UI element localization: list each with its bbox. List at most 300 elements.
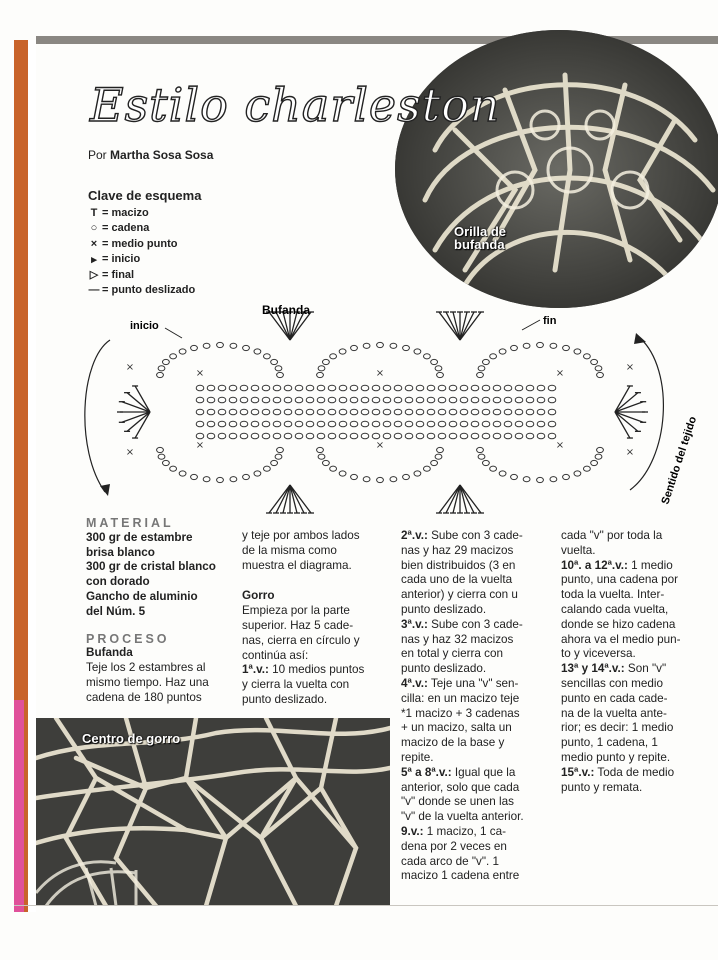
chain-stitch-mark <box>328 385 336 391</box>
chain-stitch-mark <box>339 409 347 415</box>
chain-stitch-mark <box>229 385 237 391</box>
text-column-3 <box>401 529 557 884</box>
chain-stitch-mark <box>229 397 237 403</box>
chain-stitch-mark <box>295 421 303 427</box>
chain-stitch-mark <box>427 409 435 415</box>
round-line: rior; es decir: 1 medio <box>561 721 674 735</box>
material-line: brisa blanco <box>86 545 155 559</box>
chain-stitch-mark <box>550 343 557 348</box>
chain-stitch-mark <box>251 433 259 439</box>
chain-stitch-mark <box>515 397 523 403</box>
round-line: + un macizo, salta un <box>401 721 512 735</box>
chain-stitch-mark <box>328 421 336 427</box>
chain-stitch-mark <box>306 397 314 403</box>
chain-stitch-mark <box>595 366 602 371</box>
chain-stitch-mark <box>523 343 530 348</box>
round-line: dena por 2 veces en <box>401 839 507 853</box>
chain-stitch-mark <box>339 397 347 403</box>
chain-stitch-mark <box>438 397 446 403</box>
scarf-edge-photo <box>395 30 718 308</box>
chain-stitch-mark <box>191 474 198 479</box>
chain-stitch-mark <box>179 349 186 354</box>
chain-stitch-mark <box>405 421 413 427</box>
chain-stitch-mark <box>427 397 435 403</box>
chain-stitch-mark <box>306 409 314 415</box>
chain-stitch-mark <box>328 433 336 439</box>
col2-line: y teje por ambos lados <box>242 529 360 542</box>
hat-center-photo <box>36 718 390 906</box>
round-line: 3ª.v.: Sube con 3 cade- <box>401 617 523 631</box>
macizo-stitch-mark <box>122 402 150 412</box>
chain-stitch-mark <box>317 447 324 452</box>
chain-stitch-mark <box>537 385 545 391</box>
chain-stitch-mark <box>493 409 501 415</box>
chain-stitch-mark <box>403 474 410 479</box>
chain-stitch-mark <box>460 409 468 415</box>
material-line: con dorado <box>86 575 150 589</box>
chain-stitch-mark <box>416 397 424 403</box>
chain-stitch-mark <box>537 397 545 403</box>
round-line: cilla: en un macizo teje <box>401 691 520 705</box>
round-line: *1 macizo + 3 cadenas <box>401 706 520 720</box>
chain-stitch-mark <box>493 397 501 403</box>
chain-stitch-mark <box>317 385 325 391</box>
chain-stitch-mark <box>574 349 581 354</box>
chain-stitch-mark <box>471 421 479 427</box>
chain-stitch-mark <box>264 354 271 359</box>
chain-stitch-mark <box>229 421 237 427</box>
chain-stitch-mark <box>431 460 438 465</box>
chain-stitch-mark <box>595 454 602 459</box>
chain-stitch-mark <box>477 372 484 377</box>
chain-stitch-mark <box>478 366 485 371</box>
macizo-stitch-mark <box>276 485 290 513</box>
chain-stitch-mark <box>478 454 485 459</box>
chain-stitch-mark <box>295 397 303 403</box>
macizo-stitch-mark <box>460 312 474 340</box>
material-line: Gancho de aluminio <box>86 589 198 603</box>
chain-stitch-mark <box>318 366 325 371</box>
chain-stitch-mark <box>499 349 506 354</box>
round-line: ahora va el medio pun- <box>561 632 681 646</box>
chain-stitch-mark <box>438 433 446 439</box>
macizo-stitch-mark <box>615 412 638 431</box>
round-line: punto en cada cade- <box>561 691 668 705</box>
col2-line: muestra el diagrama. <box>242 558 352 572</box>
chain-stitch-mark <box>405 409 413 415</box>
round-line: sencillas con medio <box>561 676 663 690</box>
author-line <box>88 148 213 162</box>
chain-stitch-mark <box>405 385 413 391</box>
chain-stitch-mark <box>482 433 490 439</box>
chain-stitch-mark <box>424 466 431 471</box>
chain-stitch-mark <box>438 409 446 415</box>
chain-stitch-mark <box>372 397 380 403</box>
scarf-edge-photo-label: Orilla de bufanda <box>454 224 507 252</box>
page-title: Estilo charleston <box>90 78 501 132</box>
round-line: punto, una cadena por <box>561 573 678 587</box>
macizo-stitch-mark <box>615 386 630 412</box>
chain-stitch-mark <box>460 421 468 427</box>
chain-stitch-mark <box>435 366 442 371</box>
chain-stitch-mark <box>254 471 261 476</box>
round-1-line: 1ª.v.: 10 medios puntos <box>242 663 365 677</box>
chain-stitch-mark <box>504 397 512 403</box>
gorro-line: Empieza por la parte <box>242 604 350 618</box>
chain-stitch-mark <box>323 460 330 465</box>
legend-item <box>86 205 195 221</box>
round-label: 2ª.v.: <box>401 529 428 542</box>
chain-stitch-mark <box>229 433 237 439</box>
chain-stitch-mark <box>460 397 468 403</box>
material-header: MATERIAL <box>86 516 174 530</box>
chain-stitch-mark <box>537 433 545 439</box>
chain-stitch-mark <box>515 433 523 439</box>
chain-stitch-mark <box>537 409 545 415</box>
col2-line: de la misma como <box>242 543 337 557</box>
round-line: calando cada vuelta, <box>561 602 669 616</box>
chain-stitch-mark <box>230 477 237 482</box>
chain-stitch-mark <box>207 397 215 403</box>
chain-stitch-mark <box>504 421 512 427</box>
round-line: anterior, solo que cada <box>401 780 520 794</box>
chain-stitch-mark <box>323 359 330 364</box>
round-line: to y viceversa. <box>561 647 636 661</box>
chain-stitch-mark <box>339 349 346 354</box>
chain-stitch-mark <box>318 454 325 459</box>
chain-stitch-mark <box>550 477 557 482</box>
round-label: 4ª.v.: <box>401 676 428 690</box>
chain-stitch-mark <box>482 421 490 427</box>
chain-stitch-mark <box>383 433 391 439</box>
chain-stitch-mark <box>361 385 369 391</box>
final-icon: ▷ <box>89 269 99 282</box>
scarf-diagram <box>0 300 718 520</box>
chain-stitch-mark <box>383 385 391 391</box>
chain-stitch-mark <box>361 421 369 427</box>
macizo-stitch-mark <box>615 402 643 412</box>
chain-stitch-mark <box>363 477 370 482</box>
start-pointer-line <box>165 328 182 338</box>
chain-stitch-mark <box>262 421 270 427</box>
round-1-label: 1ª.v.: <box>242 663 269 677</box>
chain-stitch-mark <box>157 372 164 377</box>
round-line: punto deslizado. <box>401 602 487 616</box>
chain-stitch-mark <box>405 397 413 403</box>
medio-punto-mark: × <box>625 447 635 458</box>
legend-label: = inicio <box>102 253 141 266</box>
chain-stitch-mark <box>449 421 457 427</box>
chain-stitch-mark <box>351 345 358 350</box>
chain-stitch-mark <box>490 466 497 471</box>
legend-label: = cadena <box>102 222 150 235</box>
material-line: 300 gr de estambre <box>86 530 193 544</box>
chain-stitch-mark <box>471 397 479 403</box>
chain-stitch-mark <box>361 433 369 439</box>
col4-line: cada "v" por toda la <box>561 529 663 542</box>
chain-stitch-mark <box>251 409 259 415</box>
chain-stitch-mark <box>548 421 556 427</box>
chain-stitch-mark <box>416 409 424 415</box>
chain-stitch-mark <box>523 477 530 482</box>
chain-stitch-mark <box>431 359 438 364</box>
chain-stitch-mark <box>515 421 523 427</box>
chain-stitch-mark <box>363 343 370 348</box>
legend-item <box>86 283 195 299</box>
chain-stitch-mark <box>449 385 457 391</box>
macizo-stitch-mark <box>446 312 460 340</box>
text-column-2 <box>242 529 394 708</box>
direction-arrow-right <box>630 338 663 490</box>
chain-stitch-mark <box>526 397 534 403</box>
chain-stitch-mark <box>207 409 215 415</box>
chain-stitch-mark <box>563 474 570 479</box>
col4-line: vuelta. <box>561 543 596 557</box>
chain-stitch-mark <box>526 433 534 439</box>
chain-stitch-mark <box>251 421 259 427</box>
round-line: cada uno de la vuelta <box>401 573 513 587</box>
medio-punto-mark: × <box>125 447 135 458</box>
chain-stitch-mark <box>416 421 424 427</box>
gorro-line: continúa así: <box>242 648 309 662</box>
chain-stitch-mark <box>240 397 248 403</box>
author-prefix: Por <box>88 148 107 162</box>
chain-stitch-mark <box>273 409 281 415</box>
chain-stitch-mark <box>372 385 380 391</box>
chain-stitch-mark <box>394 421 402 427</box>
round-line: na de la vuelta ante- <box>561 706 667 720</box>
chain-stitch-mark <box>574 471 581 476</box>
legend-item <box>86 236 195 252</box>
chain-stitch-mark <box>203 343 210 348</box>
chain-stitch-mark <box>526 385 534 391</box>
round-line: en total y cierra con <box>401 647 503 661</box>
chain-stitch-mark <box>483 359 490 364</box>
round-line: nas y haz 32 macizos <box>401 632 514 646</box>
round-line: repite. <box>401 750 434 764</box>
chain-stitch-mark <box>471 409 479 415</box>
chain-stitch-mark <box>597 372 604 377</box>
chain-stitch-mark <box>515 385 523 391</box>
chain-stitch-mark <box>361 409 369 415</box>
chain-stitch-mark <box>482 409 490 415</box>
round-line: punto deslizado. <box>401 662 487 676</box>
gorro-header: Gorro <box>242 589 275 603</box>
cadena-icon: ○ <box>90 222 98 235</box>
proceso-subheader: Bufanda <box>86 646 133 660</box>
chain-stitch-mark <box>330 354 337 359</box>
chain-stitch-mark <box>351 474 358 479</box>
medio-punto-mark: × <box>555 368 565 379</box>
chain-stitch-mark <box>196 385 204 391</box>
round-line: 4ª.v.: Teje una "v" sen- <box>401 676 519 690</box>
chain-stitch-mark <box>511 345 518 350</box>
chain-stitch-mark <box>339 471 346 476</box>
round-line: "v" donde se unen las <box>401 795 514 809</box>
direction-arrow-left <box>85 340 110 492</box>
chain-stitch-mark <box>416 433 424 439</box>
macizo-stitch-mark <box>615 393 638 412</box>
chain-stitch-mark <box>493 433 501 439</box>
chain-stitch-mark <box>284 433 292 439</box>
macizo-stitch-mark <box>615 412 630 438</box>
chain-stitch-mark <box>414 471 421 476</box>
chain-stitch-mark <box>537 421 545 427</box>
legend-label: = punto deslizado <box>102 284 196 297</box>
punto-deslizado-icon: — <box>88 284 100 297</box>
legend-label: = macizo <box>102 206 149 219</box>
round-line: macizo 1 cadena entre <box>401 869 520 883</box>
chain-stitch-mark <box>275 366 282 371</box>
proceso-line: Teje los 2 estambres al <box>86 661 206 675</box>
chain-stitch-mark <box>437 447 444 452</box>
chain-stitch-mark <box>330 466 337 471</box>
round-label: 5ª a 8ª.v.: <box>401 765 452 779</box>
chain-stitch-mark <box>482 385 490 391</box>
proceso-line: cadena de 180 puntos <box>86 690 202 704</box>
chain-stitch-mark <box>584 466 591 471</box>
chain-stitch-mark <box>372 409 380 415</box>
chain-stitch-mark <box>229 409 237 415</box>
chain-stitch-mark <box>262 409 270 415</box>
chain-stitch-mark <box>328 409 336 415</box>
chain-stitch-mark <box>317 409 325 415</box>
macizo-stitch-mark <box>460 485 474 513</box>
chain-stitch-mark <box>163 359 170 364</box>
chain-stitch-mark <box>383 397 391 403</box>
chain-stitch-mark <box>271 460 278 465</box>
macizo-stitch-mark <box>615 412 643 422</box>
hat-center-photo-label: Centro de gorro <box>82 731 181 746</box>
chain-stitch-mark <box>339 433 347 439</box>
chain-stitch-mark <box>254 349 261 354</box>
round-line: 5ª a 8ª.v.: Igual que la <box>401 765 516 779</box>
chain-stitch-mark <box>591 359 598 364</box>
chain-stitch-mark <box>158 366 165 371</box>
macizo-stitch-mark <box>122 412 150 422</box>
legend-item <box>86 267 195 283</box>
chain-stitch-mark <box>170 354 177 359</box>
round-line: punto, 1 cadena, 1 <box>561 736 658 750</box>
proceso-line: mismo tiempo. Haz una <box>86 675 209 689</box>
proceso-header: PROCESO <box>86 631 170 646</box>
chain-stitch-mark <box>460 433 468 439</box>
chain-stitch-mark <box>306 421 314 427</box>
chain-stitch-mark <box>218 409 226 415</box>
chain-stitch-mark <box>284 421 292 427</box>
medio-punto-mark: × <box>375 440 385 451</box>
round-line: bien distribuidos (3 en <box>401 558 516 572</box>
text-column-4 <box>561 529 713 795</box>
chain-stitch-mark <box>196 409 204 415</box>
round-line: nas y haz 29 macizos <box>401 543 514 557</box>
chain-stitch-mark <box>504 433 512 439</box>
chain-stitch-mark <box>295 433 303 439</box>
chain-stitch-mark <box>275 454 282 459</box>
material-line: 300 gr de cristal blanco <box>86 560 216 574</box>
chain-stitch-mark <box>424 354 431 359</box>
chain-stitch-mark <box>240 433 248 439</box>
round-line: medio punto y repite. <box>561 750 671 764</box>
round-line: 10ª. a 12ª.v.: 1 medio <box>561 558 673 572</box>
macizo-stitch-mark <box>127 393 150 412</box>
chain-stitch-mark <box>350 409 358 415</box>
chain-stitch-mark <box>449 433 457 439</box>
chain-stitch-mark <box>240 385 248 391</box>
chain-stitch-mark <box>243 345 250 350</box>
round-label: 13ª y 14ª.v.: <box>561 662 625 676</box>
chain-stitch-mark <box>196 433 204 439</box>
round-label: 3ª.v.: <box>401 617 428 631</box>
chain-stitch-mark <box>217 477 224 482</box>
chain-stitch-mark <box>361 397 369 403</box>
chain-stitch-mark <box>196 421 204 427</box>
chain-stitch-mark <box>295 409 303 415</box>
chain-stitch-mark <box>240 409 248 415</box>
chain-stitch-mark <box>394 409 402 415</box>
chain-stitch-mark <box>203 477 210 482</box>
macizo-stitch-mark <box>446 485 460 513</box>
chain-stitch-mark <box>339 421 347 427</box>
chain-stitch-mark <box>262 397 270 403</box>
chain-stitch-mark <box>548 433 556 439</box>
round-line: anterior) y cierra con u <box>401 588 518 602</box>
chain-stitch-mark <box>207 421 215 427</box>
chain-stitch-mark <box>277 447 284 452</box>
chain-stitch-mark <box>262 385 270 391</box>
chain-stitch-mark <box>548 385 556 391</box>
chain-stitch-mark <box>284 409 292 415</box>
chain-stitch-mark <box>499 471 506 476</box>
medio-punto-mark: × <box>195 368 205 379</box>
text-column-1 <box>86 516 236 706</box>
chain-stitch-mark <box>207 433 215 439</box>
chain-stitch-mark <box>306 385 314 391</box>
chain-stitch-mark <box>449 409 457 415</box>
chain-stitch-mark <box>273 433 281 439</box>
round-label: 9.v.: <box>401 824 424 838</box>
chain-stitch-mark <box>230 343 237 348</box>
chain-stitch-mark <box>493 421 501 427</box>
chain-stitch-mark <box>563 345 570 350</box>
chain-stitch-mark <box>383 421 391 427</box>
bottom-rule <box>14 905 718 906</box>
chain-stitch-mark <box>284 397 292 403</box>
medio-punto-mark: × <box>625 362 635 373</box>
round-line: 9.v.: 1 macizo, 1 ca- <box>401 824 507 838</box>
chain-stitch-mark <box>597 447 604 452</box>
chain-stitch-mark <box>526 409 534 415</box>
chain-stitch-mark <box>416 385 424 391</box>
chain-stitch-mark <box>158 454 165 459</box>
chain-stitch-mark <box>383 409 391 415</box>
chain-stitch-mark <box>427 433 435 439</box>
chain-stitch-mark <box>251 385 259 391</box>
round-line: toda la vuelta. Inter- <box>561 588 665 602</box>
chain-stitch-mark <box>377 342 384 347</box>
round-line: 2ª.v.: Sube con 3 cade- <box>401 529 523 542</box>
chain-stitch-mark <box>548 409 556 415</box>
end-pointer-line <box>522 320 540 330</box>
chain-stitch-mark <box>471 385 479 391</box>
gorro-line: nas, cierra en círculo y <box>242 633 360 647</box>
legend-label: = medio punto <box>102 237 178 250</box>
chain-stitch-mark <box>207 385 215 391</box>
diagram-end-label: fin <box>543 315 557 327</box>
chain-stitch-mark <box>537 342 544 347</box>
chain-stitch-mark <box>217 342 224 347</box>
chain-stitch-mark <box>317 433 325 439</box>
